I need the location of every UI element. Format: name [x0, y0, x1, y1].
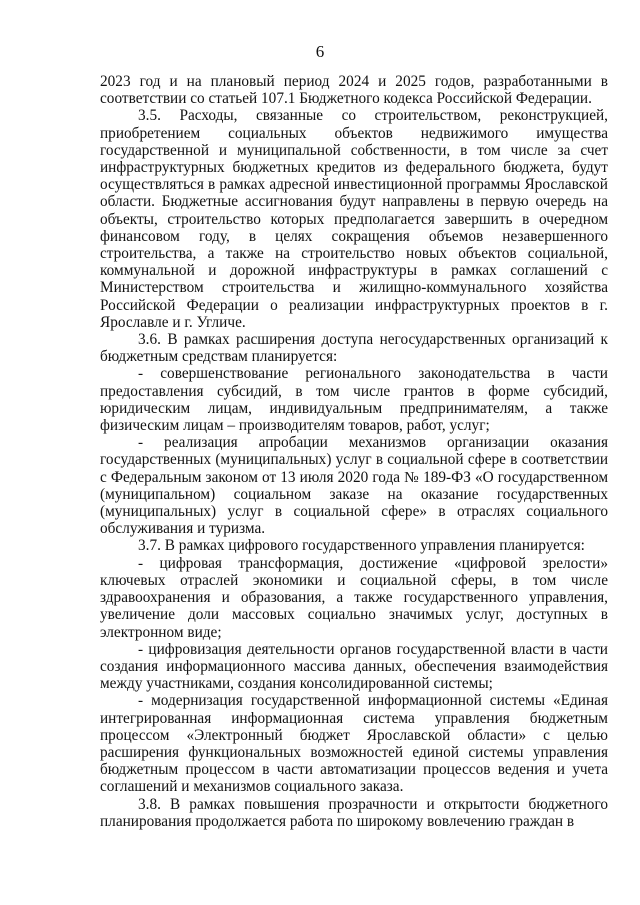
paragraph-3-8-transparency: 3.8. В рамках повышения прозрачности и открытости бюджетного планирования продолжается работа по широкому вовлечению граждан в [100, 795, 608, 830]
list-item-social-order: - реализация апробации механизмов организации оказания государственных (муниципальных) услуг в социальной сфере в соответствии с Федеральным законом от 13 июля 2020 года № 189-ФЗ «О государственном (муниципальном) социальном заказе на оказание государственных (муниципальных) услуг в социальной сфере» в отраслях социального обслуживания и туризма. [100, 434, 608, 538]
list-item-digital-transformation: - цифровая трансформация, достижение «цифровой зрелости» ключевых отраслей экономики и социальной сферы, в том числе здравоохранения и образования, а также государственного управления, увеличение доли массовых социально значимых услуг, доступных в электронном виде; [100, 554, 608, 641]
paragraph-3-6-intro: 3.6. В рамках расширения доступа негосударственных организаций к бюджетным средствам планируется: [100, 331, 608, 366]
list-item-digitalization: - цифровизация деятельности органов государственной власти в части создания информационного массива данных, обеспечения взаимодействия между участниками, создания консолидированной системы; [100, 640, 608, 693]
paragraph-3-5-expenditures: 3.5. Расходы, связанные со строительством, реконструкцией, приобретением социальных объектов недвижимого имущества государственной и муниципальной собственности, в том числе за счет инфраструктурных бюджетных кредитов из федерального бюджета, будут осуществляться в рамках адресной инвестиционной программы Ярославской области. Бюджетные ассигнования будут направлены в первую очередь на объекты, строительство которых предполагается завершить в очередном финансовом году, в целях сокращения объемов незавершенного строительства, а также на строительство новых объектов социальной, коммунальной и дорожной инфраструктуры в рамках соглашений с Министерством строительства и жилищно-коммунального хозяйства Российской Федерации о реализации инфраструктурных проектов в г. Ярославле и г. Угличе. [100, 107, 608, 331]
list-item-subsidies: - совершенствование регионального законодательства в части предоставления субсидий, в том числе грантов в форме субсидий, юридическим лицам, индивидуальным предпринимателям, а также физическим лицам – производителям товаров, работ, услуг; [100, 365, 608, 435]
paragraph-3-7-intro: 3.7. В рамках цифрового государственного управления планируется: [138, 537, 585, 555]
page-number: 6 [315, 42, 325, 61]
paragraph-continuation: 2023 год и на плановый период 2024 и 2025 годов, разработанными в соответствии со статьей 107.1 Бюджетного кодекса Российской Федерации. [100, 73, 608, 108]
document-body [100, 73, 608, 830]
list-item-modernization: - модернизация государственной информационной системы «Единая интегрированная информационная система управления бюджетным процессом «Электронный бюджет Ярославской области» с целью расширения функциональных возможностей единой системы управления бюджетным процессом в части автоматизации процессов ведения и учета соглашений и механизмов социального заказа. [100, 692, 608, 796]
